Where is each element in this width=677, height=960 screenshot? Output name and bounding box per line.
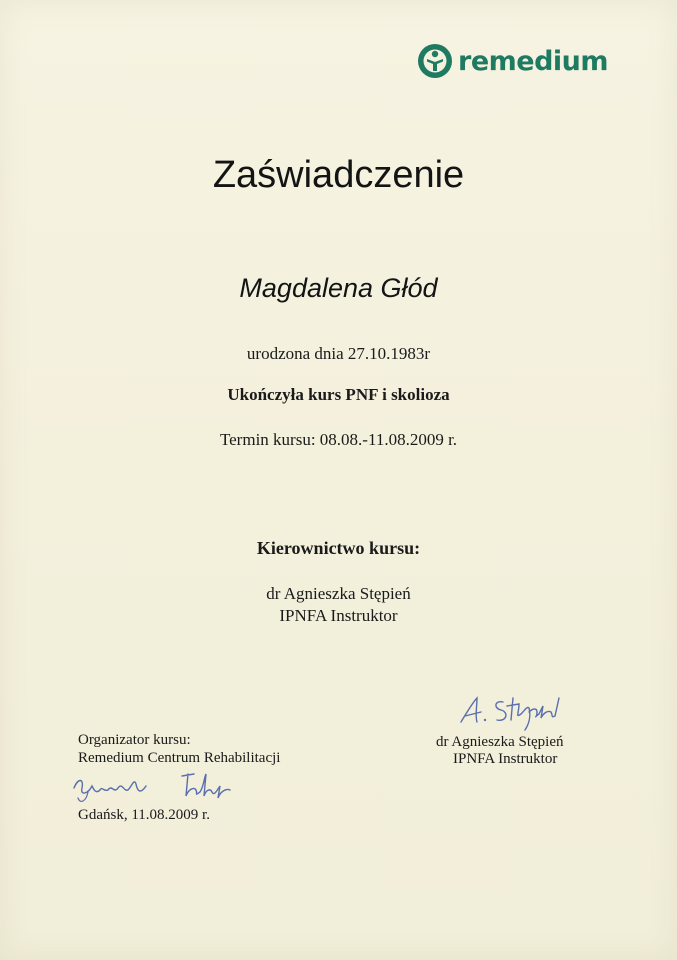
management-heading: Kierownictwo kursu: — [256, 538, 421, 558]
instructor-signature — [455, 690, 585, 737]
remedium-logo-icon — [416, 42, 454, 80]
birth-date-line: urodzona dnia 27.10.1983r — [246, 344, 431, 363]
course-completed-line: Ukończyła kurs PNF i skolioza — [227, 385, 450, 404]
organizer-name: Remedium Centrum Rehabilitacji — [78, 750, 281, 766]
management-role: IPNFA Instruktor — [279, 606, 398, 625]
certificate-title: Zaświadczenie — [212, 154, 465, 196]
organizer-label: Organizator kursu: — [78, 732, 191, 748]
course-term-line: Termin kursu: 08.08.-11.08.2009 r. — [219, 430, 458, 449]
recipient-name: Magdalena Głód — [239, 273, 438, 303]
place-and-date: Gdańsk, 11.08.2009 r. — [78, 807, 210, 823]
logo-text: remedium — [458, 45, 609, 77]
management-person: dr Agnieszka Stępień — [266, 584, 411, 603]
signatory-name: dr Agnieszka Stępień — [436, 734, 564, 750]
signatory-role: IPNFA Instruktor — [453, 751, 558, 767]
remedium-logo — [416, 40, 608, 82]
